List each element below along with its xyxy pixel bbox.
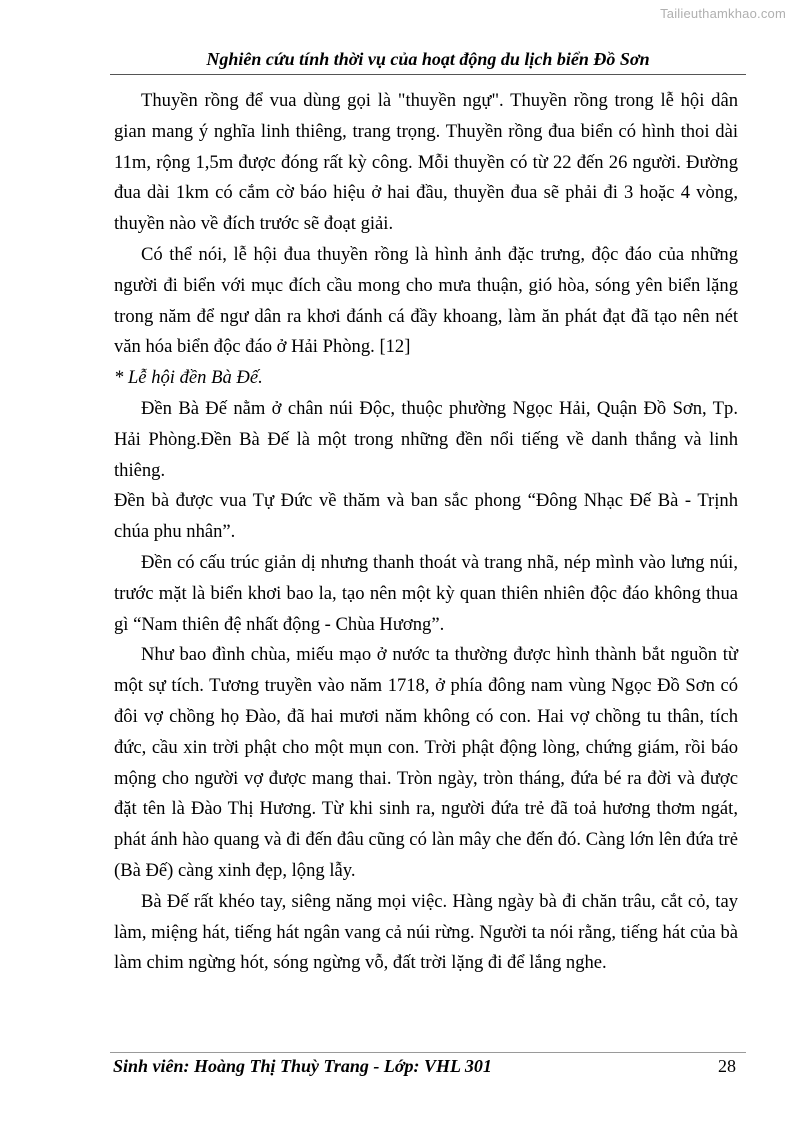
section-heading-ba-de-festival: * Lễ hội đền Bà Đế. [114,367,263,389]
paragraph-festival-summary: Có thể nói, lễ hội đua thuyền rồng là hình ảnh đặc trưng, độc đáo của những người đi biển với mục đích cầu mong cho mưa thuận, gió hòa, sóng yên biển lặng trong năm để ngư dân ra khơi đánh cá đầy khoang, làm ăn phát đạt đã tạo nên nét văn hóa biển độc đáo ở Hải Phòng. [12] [114,243,738,358]
paragraph-ba-de-character: Bà Đế rất khéo tay, siêng năng mọi việc. Hàng ngày bà đi chăn trâu, cắt cỏ, tay làm, miệng hát, tiếng hát ngân vang cả núi rừng. Người ta nói rằng, tiếng hát của bà làm chim ngừng hót, sóng ngừng vỗ, đất trời lặng đi để lắng nghe. [114,890,738,974]
footer-divider [110,1052,746,1053]
page-number: 28 [718,1056,736,1076]
watermark: Tailieuthamkhao.com [660,6,786,21]
footer-author-line: Sinh viên: Hoàng Thị Thuỳ Trang - Lớp: VHL 301 [113,1056,492,1076]
paragraph-legend: Như bao đình chùa, miếu mạo ở nước ta thường được hình thành bắt nguồn từ một sự tích. Tương truyền vào năm 1718, ở phía đông nam vùng Ngọc Đồ Sơn có đôi vợ chồng họ Đào, đã hai mươi năm không có con. Hai vợ chồng tu thân, tích đức, cầu xin trời phật cho một mụn con. Trời phật động lòng, chứng giám, rồi báo mộng cho người vợ được mang thai. Tròn ngày, tròn tháng, đứa bé ra đời và được đặt tên là Đào Thị Hương. Từ khi sinh ra, người đứa trẻ đã toả hương thơm ngát, phát ánh hào quang và đi đến đâu cũng có làn mây che đến đó. Càng lớn lên đứa trẻ (Bà Đế) càng xinh đẹp, lộng lẫy. [114,644,738,881]
paragraph-temple-location: Đền Bà Đế nằm ở chân núi Độc, thuộc phường Ngọc Hải, Quận Đồ Sơn, Tp. Hải Phòng.Đền Bà Đế là một trong những đền nổi tiếng về danh thắng và linh thiêng. [114,397,738,481]
header-divider [110,74,746,75]
page-header-title: Nghiên cứu tính thời vụ của hoạt động du lịch biển Đồ Sơn [206,49,650,69]
paragraph-royal-decree: Đền bà được vua Tự Đức về thăm và ban sắc phong “Đông Nhạc Đế Bà - Trịnh chúa phu nhân”. [114,490,738,543]
document-body [114,86,738,979]
paragraph-temple-structure: Đền có cấu trúc giản dị nhưng thanh thoát và trang nhã, nép mình vào lưng núi, trước mặt là biển khơi bao la, tạo nên một kỳ quan thiên nhiên độc đáo không thua gì “Nam thiên đệ nhất động - Chùa Hương”. [114,551,738,635]
paragraph-dragon-boat: Thuyền rồng để vua dùng gọi là "thuyền ngự". Thuyền rồng trong lễ hội dân gian mang ý nghĩa linh thiêng, trang trọng. Thuyền rồng đua biển có hình thoi dài 11m, rộng 1,5m được đóng rất kỳ công. Mỗi thuyền có từ 22 đến 26 người. Đường đua dài 1km có cắm cờ báo hiệu ở hai đầu, thuyền đua sẽ phải đi 3 hoặc 4 vòng, thuyền nào về đích trước sẽ đoạt giải. [114,90,738,235]
